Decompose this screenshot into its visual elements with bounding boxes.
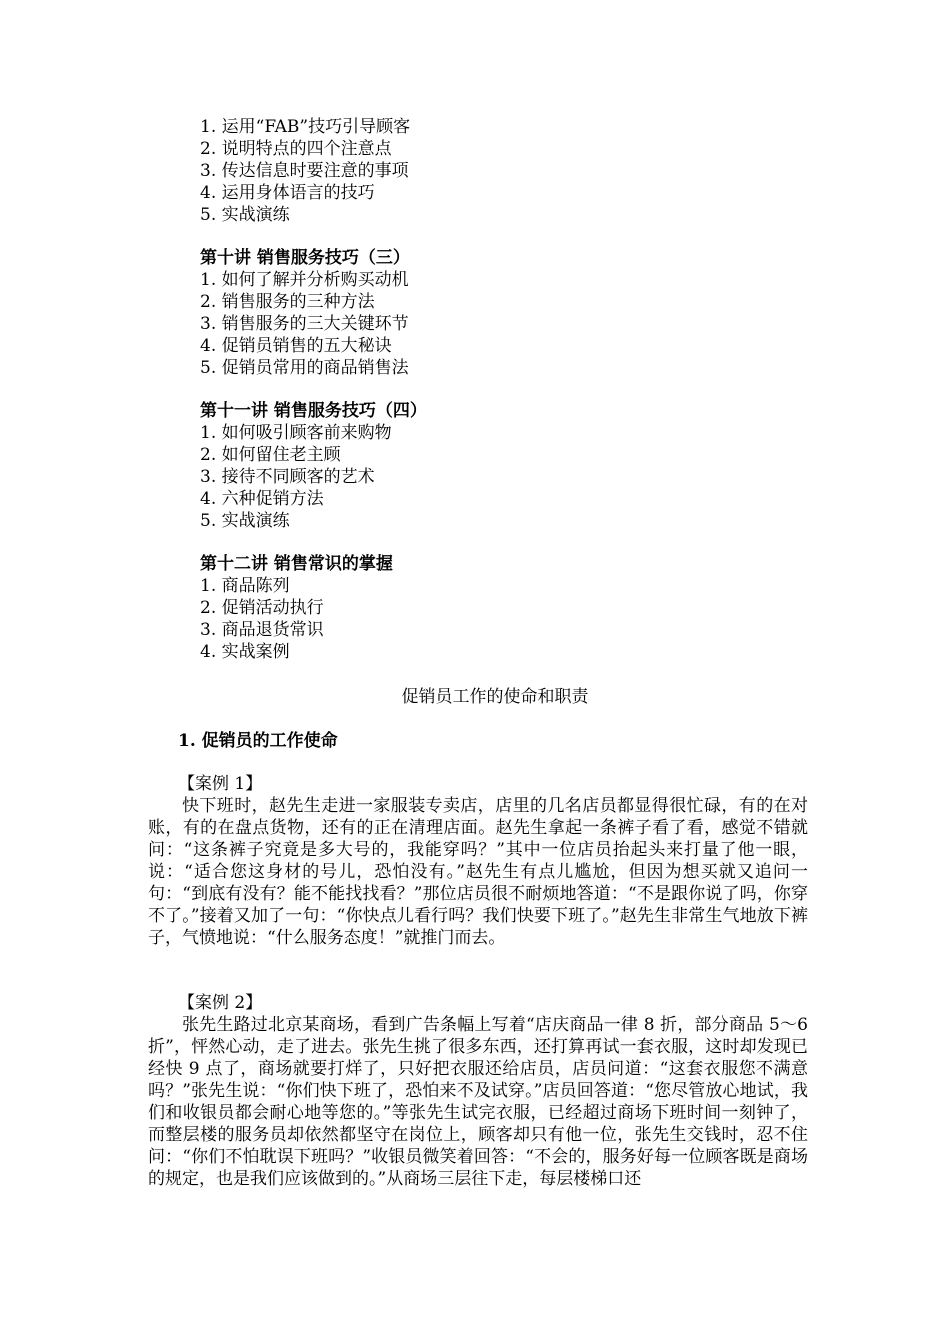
section-heading: 1. 促销员的工作使命 <box>178 731 338 751</box>
list-item: 2. 促销活动执行 <box>200 598 324 618</box>
lecture-11-items <box>200 422 392 532</box>
list-item: 5. 促销员常用的商品销售法 <box>200 358 409 378</box>
lecture-10-items <box>200 269 409 379</box>
list-item: 1. 如何吸引顾客前来购物 <box>200 423 392 443</box>
list-item: 2. 说明特点的四个注意点 <box>200 139 392 159</box>
list-item: 2. 如何留住老主顾 <box>200 445 341 465</box>
list-item: 3. 商品退货常识 <box>200 620 324 640</box>
lecture-12-title: 第十二讲 销售常识的掌握 <box>200 554 393 574</box>
list-item: 3. 接待不同顾客的艺术 <box>200 467 375 487</box>
case-1-label: 【案例 1】 <box>178 774 263 794</box>
list-item: 3. 销售服务的三大关键环节 <box>200 314 409 334</box>
list-item: 4. 促销员销售的五大秘诀 <box>200 336 392 356</box>
list-item: 4. 实战案例 <box>200 642 290 662</box>
list-item: 5. 实战演练 <box>200 511 290 531</box>
case-2-label: 【案例 2】 <box>178 993 263 1013</box>
list-item: 2. 销售服务的三种方法 <box>200 292 375 312</box>
case-2-text: 张先生路过北京某商场，看到广告条幅上写着“店庆商品一律 8 折，部分商品 5～6 折”，怦然心动，走了进去。张先生挑了很多东西，还打算再试一套衣服，这时却发现已经快 9 点了，商场就要打烊了，只好把衣服还给店员，店员问道：“这套衣服您不满意吗？”张先生说：“你们快下班了，恐怕来不及试穿。”店员回答道：“您尽管放心地试，我们和收银员都会耐心地等您的。”等张先生试完衣服，已经超过商场下班时间一刻钟了，而整层楼的服务员却依然都坚守在岗位上，顾客却只有他一位，张先生交钱时，忍不住问：“你们不怕耽误下班吗？”收银员微笑着回答：“不会的，服务好每一位顾客既是商场的规定，也是我们应该做到的。”从商场三层往下走，每层楼梯口还 <box>148 1015 808 1189</box>
list-item: 3. 传达信息时要注意的事项 <box>200 161 409 181</box>
list-item: 5. 实战演练 <box>200 205 290 225</box>
doc-title: 促销员工作的使命和职责 <box>401 687 589 707</box>
list-item: 1. 如何了解并分析购买动机 <box>200 270 409 290</box>
list-item: 4. 六种促销方法 <box>200 489 324 509</box>
list-item: 4. 运用身体语言的技巧 <box>200 183 375 203</box>
case-1-text: 快下班时，赵先生走进一家服装专卖店，店里的几名店员都显得很忙碌，有的在对账，有的在盘点货物，还有的正在清理店面。赵先生拿起一条裤子看了看，感觉不错就问：“这条裤子究竟是多大号的，我能穿吗？”其中一位店员抬起头来打量了他一眼，说：“适合您这身材的号儿，恐怕没有。”赵先生有点儿尴尬，但因为想买就又追问一句：“到底有没有？能不能找找看？”那位店员很不耐烦地答道：“不是跟你说了吗，你穿不了。”接着又加了一句：“你快点儿看行吗？我们快要下班了。”赵先生非常生气地放下裤子，气愤地说：“什么服务态度！”就推门而去。 <box>148 796 808 948</box>
lecture-11-title: 第十一讲 销售服务技巧（四） <box>200 401 427 421</box>
list-item: 1. 商品陈列 <box>200 576 290 596</box>
lecture-12-items <box>200 575 324 663</box>
lecture-10-title: 第十讲 销售服务技巧（三） <box>200 248 410 268</box>
lecture-items-top <box>200 116 410 226</box>
list-item: 1. 运用“FAB”技巧引导顾客 <box>200 117 411 137</box>
